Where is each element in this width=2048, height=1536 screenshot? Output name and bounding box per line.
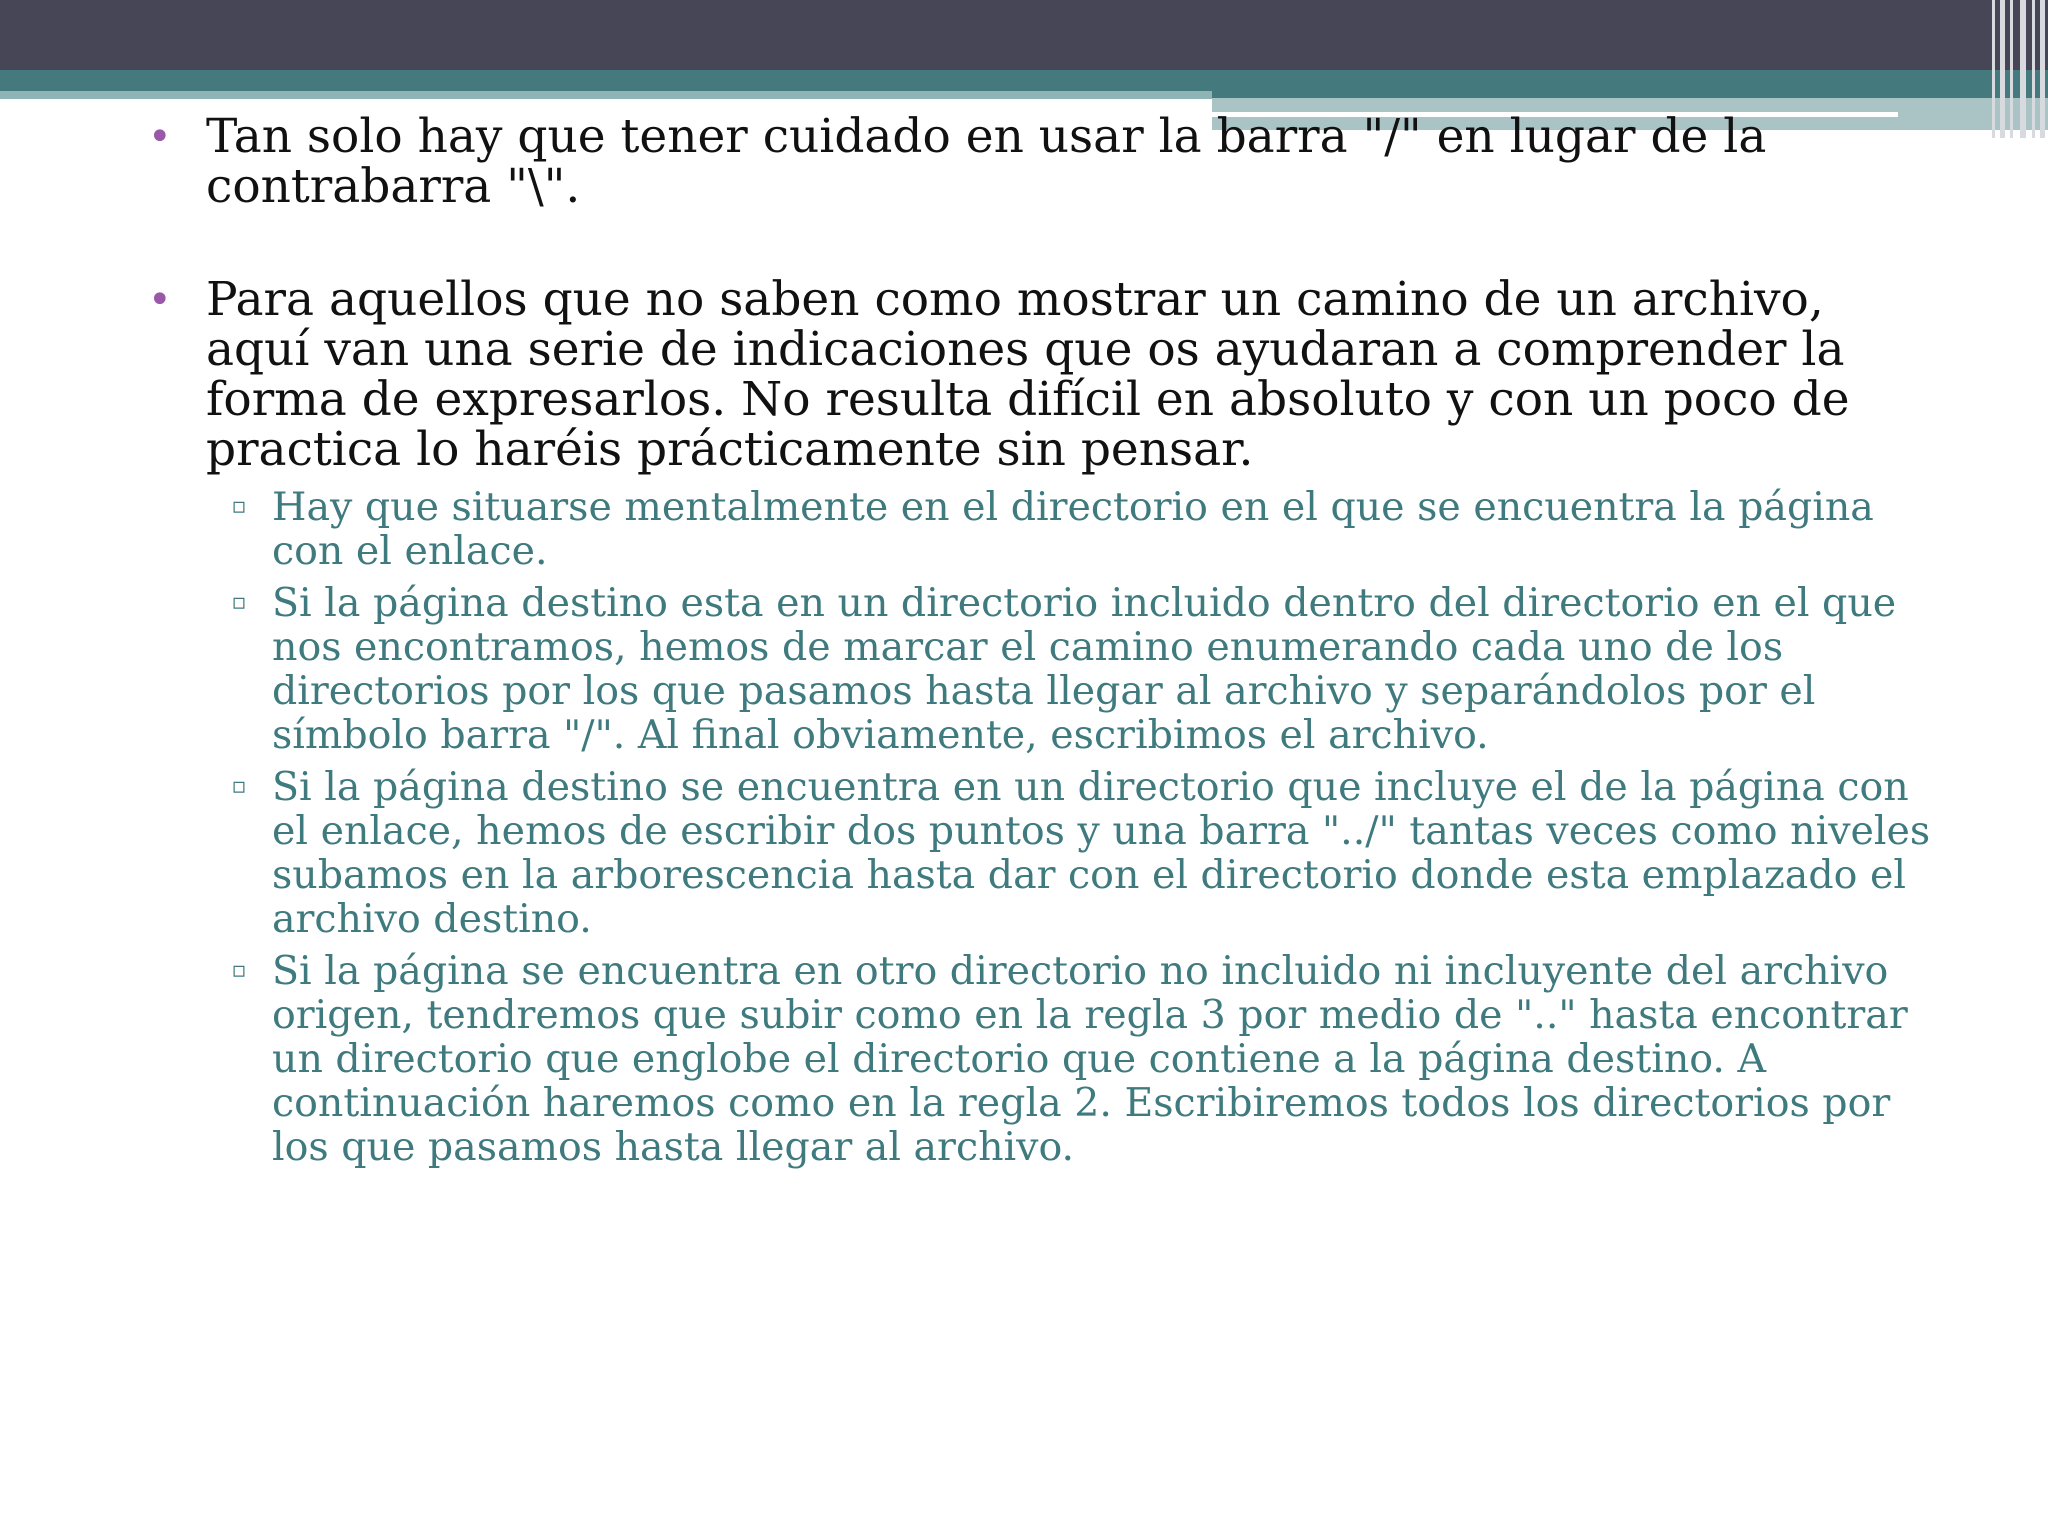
header-teal-light-strip — [0, 91, 1212, 99]
sub-bullet-item — [206, 581, 1940, 757]
sub-bullet-marker: ▫ — [231, 958, 247, 983]
header-dark-bar — [0, 0, 2048, 70]
decorative-stripes — [1990, 0, 2048, 138]
sub-bullet-text: Si la página destino esta en un directorio incluido dentro del directorio en el que nos encontramos, hemos de marcar el camino enumerando cada uno de los directorios por los que pasamos hasta llegar al archivo y separándolos por el símbolo barra "/". Al final obviamente, escribimos el archivo. — [272, 580, 1897, 758]
sub-bullet-item — [206, 765, 1940, 941]
bullet-marker: • — [148, 114, 172, 160]
sub-bullet-item — [206, 485, 1940, 573]
slide-content — [140, 109, 1940, 1170]
bullet-list — [140, 109, 1940, 1170]
sub-bullet-text: Si la página se encuentra en otro directorio no incluido ni incluyente del archivo origen, tendremos que subir como en la regla 3 por medio de ".." hasta encontrar un directorio que englobe el directorio que contiene a la página destino. A continuación haremos como en la regla 2. Escribiremos todos los directorios por los que pasamos hasta llegar al archivo. — [272, 948, 1908, 1170]
bullet-item — [140, 272, 1940, 1170]
sub-bullet-marker: ▫ — [231, 590, 247, 615]
sub-bullet-text: Si la página destino se encuentra en un directorio que incluye el de la página con el enlace, hemos de escribir dos puntos y una barra "../" tantas veces como niveles subamos en la arborescencia hasta dar con el directorio donde esta emplazado el archivo destino. — [272, 764, 1931, 942]
bullet-text: Para aquellos que no saben como mostrar un camino de un archivo, aquí van una serie de indicaciones que os ayudaran a comprender la forma de expresarlos. No resulta difícil en absoluto y con un poco de practica lo haréis prácticamente sin pensar. — [206, 272, 1850, 477]
sub-bullet-marker: ▫ — [231, 494, 247, 519]
bullet-item — [140, 109, 1940, 214]
sub-bullet-list — [206, 485, 1940, 1169]
bullet-marker: • — [148, 277, 172, 323]
bullet-text: Tan solo hay que tener cuidado en usar la barra "/" en lugar de la contrabarra "\". — [206, 109, 1767, 214]
sub-bullet-text: Hay que situarse mentalmente en el directorio en el que se encuentra la página con el enlace. — [272, 484, 1874, 574]
sub-bullet-item — [206, 949, 1940, 1169]
sub-bullet-marker: ▫ — [231, 774, 247, 799]
